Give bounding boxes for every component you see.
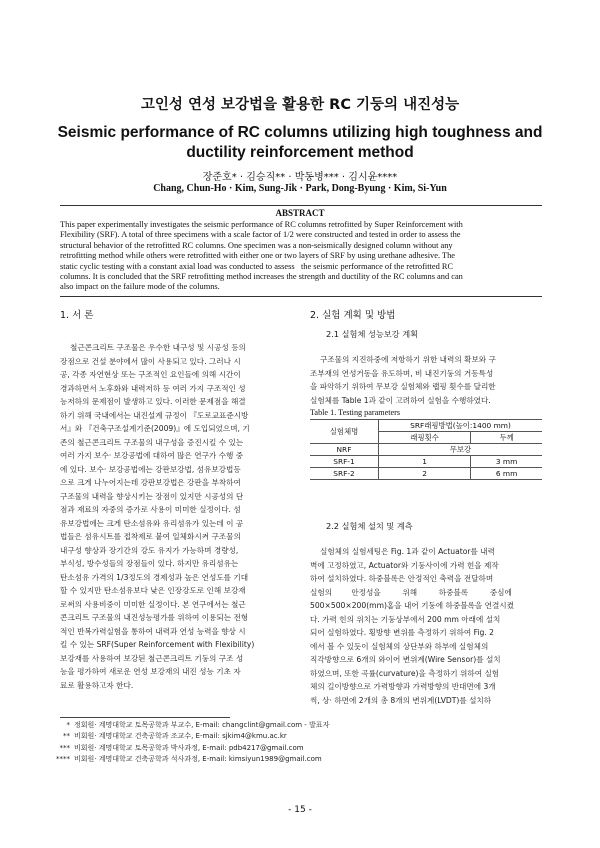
text-line: 하기 위해 국내에서는 내진설계 규정이 『도로교표준시방 [60, 410, 249, 420]
text-line: 능저하의 문제점이 발생하고 있다. 이러한 문제점을 해결 [60, 397, 246, 406]
abstract-text [60, 220, 542, 293]
table-header-row [310, 420, 542, 432]
text-line: 실험체의 실험세팅은 Fig. 1과 같이 Actuator를 내력 [320, 547, 495, 556]
text-line: 하였으며, 또한 곡률(curvature)을 측정하기 위하여 실험 [310, 668, 500, 678]
text-line: columns. It is concluded that the SRF retrofitting method increases the strength and ductility of the RC columns and can [60, 272, 463, 282]
text-line: 구조물의 내력을 향상시키는 장점이 있지만 시공성의 단 [60, 491, 244, 501]
text-line: 실험체를 Table 1과 같이 고려하여 실험을 수행하였다. [310, 395, 491, 405]
table-1-caption: Table 1. Testing parameters [310, 408, 401, 417]
footnote-item [52, 720, 532, 731]
footnotes [52, 720, 532, 765]
header-count: 래핑횟수 [379, 432, 471, 444]
text-line: 부식성, 방수성들의 장점들이 있다. 하지만 유리섬유는 [60, 559, 239, 568]
footnote-mark: *** [59, 743, 70, 752]
subsection-2-2-body [310, 545, 542, 707]
authors-korean: 장준호* · 김승직** · 박동병*** · 김시윤**** [202, 172, 398, 183]
text-line: 되어 실험하였다. 횡방향 변위를 측정하기 위하여 Fig. 2 [310, 628, 495, 637]
text-line: 에서 볼 수 있듯이 실험체의 상단부와 하부에 실험체의 [310, 641, 489, 651]
footnote-item [52, 743, 532, 754]
header-thickness: 두께 [471, 432, 542, 444]
footnote-text: 정회원· 계명대학교 토목공학과 부교수, E-mail: changclint@gmail.com - 발표자 [74, 721, 330, 729]
text-line: static cyclic testing with a constant axial load was conducted to assess the seismic performance of the retrofitted RC [60, 261, 454, 271]
cell-specimen: SRF-2 [310, 468, 379, 480]
cell-specimen: SRF-1 [310, 456, 379, 468]
text-line: structural behavior of the retrofitted RC columns. One specimen was a non-seismically designed column without any [60, 240, 453, 250]
text-line: 능을 평가하여 새로운 연성 보강재의 내진 성능 기초 자 [60, 667, 241, 676]
cell-merged: 무보강 [379, 444, 543, 456]
footnote-item [52, 754, 532, 765]
text-line: 경과하면서 노후화와 내력저하 등 여러 가지 구조적인 성 [60, 383, 246, 393]
text-line: also impact on the failure mode of the columns. [60, 282, 220, 292]
table-row [310, 468, 542, 480]
text-line: 조부재의 연성거동을 유도하며, 비 내진기둥의 거동특성 [310, 368, 494, 378]
text-line: 유보강법에는 크게 탄소섬유와 유리섬유가 있는데 이 공 [60, 518, 244, 528]
footnote-mark: * [66, 721, 70, 729]
text-line: 할 수 있지만 탄소섬유보다 낮은 인장강도로 인해 보강재 [60, 586, 246, 595]
cell-thickness: 6 mm [471, 468, 542, 480]
text-line: 철근콘크리트 구조물은 우수한 내구성 및 시공성 등의 [70, 343, 246, 352]
footnote-item [52, 731, 532, 742]
footnote-mark: ** [63, 732, 70, 741]
text-line: 하여 설치하였다. 하중블록은 안정적인 축력을 전달하며 [310, 574, 494, 583]
text-line: 으로 크게 나누어지는데 강판보강법은 강판을 부착하여 [60, 478, 241, 487]
text-line: 공, 각종 자연현상 또는 구조적인 요인들에 의해 시간이 [60, 370, 241, 379]
section-1-body [60, 341, 292, 692]
text-line: 내구성 향상과 장기간의 강도 유지가 가능하며 경량성, [60, 545, 239, 555]
subsection-2-1-heading: 2.1 실험체 성능보강 계획 [326, 329, 419, 339]
section-2-heading: 2. 실험 계획 및 방법 [310, 310, 396, 321]
paper-title-english-line-1: Seismic performance of RC columns utilizing high toughness and [57, 124, 543, 141]
subsection-2-2-heading: 2.2 실험체 설치 및 계측 [326, 521, 413, 531]
text-line: 탄소섬유 가격의 1/3정도의 경제성과 높은 연성도를 기대 [60, 572, 249, 582]
paper-title-korean: 고인성 연성 보강법을 활용한 RC 기둥의 내진성능 [140, 97, 460, 113]
text-line: 킬 수 있는 SRF(Super Reinforcement with Flexibility) [60, 640, 255, 649]
footnote-rule [60, 717, 230, 718]
text-line: 콘크리트 구조물의 내진성능평가를 위하여 이용되는 전형 [60, 613, 249, 622]
header-method: SRF래핑방법(높이:1400 mm) [379, 420, 543, 432]
text-line: 씩, 상· 하면에 2개의 총 8개의 변위계(LVDT)를 설치하 [310, 695, 492, 705]
subsection-2-1-body [310, 353, 542, 407]
text-line: 적인 반복가력실험을 통하여 내력과 연성 능력을 향상 시 [60, 626, 246, 636]
paper-title-english [40, 123, 560, 163]
text-line: 서』와 『건축구조설계기준(2009)』에 도입되었으며, 기 [60, 424, 250, 433]
abstract-top-rule [60, 205, 542, 206]
text-line: 을 파악하기 위하여 무보강 실험체와 랩핑 횟수를 달리한 [310, 382, 496, 391]
text-line: 로써의 사용비중이 미미한 실정이다. 본 연구에서는 철근 [60, 599, 246, 609]
abstract-bottom-rule [60, 296, 542, 297]
text-line: 법들은 섬유시트를 접착제로 붙여 일체화시켜 구조물의 [60, 532, 241, 541]
section-1-heading: 1. 서 론 [60, 310, 94, 321]
text-line: 직각방향으로 6개의 와이어 변위계(Wire Sensor)를 설치 [310, 655, 501, 664]
text-line: 여러 가지 보수· 보강공법에 대하여 많은 연구가 수행 중 [60, 451, 244, 460]
text-line: 료로 활용하고자 한다. [60, 680, 134, 690]
text-line: retrofitting method while others were retrofitted with either one or two layers of SRF by using urethane adhesive. The [60, 251, 455, 261]
cell-specimen: NRF [310, 444, 379, 456]
table-row [310, 456, 542, 468]
text-line: 체의 길이방향으로 가력방향과 가력방향의 반대면에 3개 [310, 682, 496, 691]
footnote-text: 비회원· 계명대학교 토목공학과 박사과정, E-mail: pdb4217@gmail.com [74, 743, 304, 752]
text-line: 존의 철근콘크리트 구조물의 내구성을 증진시킬 수 있는 [60, 437, 244, 447]
text-line: 다. 가력 힌의 위치는 기둥상부에서 200 mm 아래에 설치 [310, 614, 501, 624]
header-specimen: 실험체명 [310, 420, 379, 444]
abstract-heading: ABSTRACT [275, 208, 325, 218]
text-line: 500×500×200(mm)홈을 내어 기둥에 하중블록을 연결시켰 [310, 601, 514, 610]
text-line: 벽에 고정하였고, Actuator와 기둥사이에 가력 힌을 제작 [310, 560, 499, 570]
paper-title-english-line-2: ductility reinforcement method [186, 144, 414, 161]
text-line: Flexibility (SRF). A total of three specimens with a scale factor of 1/2 were constructed and tested in order to assess the [60, 230, 461, 240]
text-line: 점과 재료의 자중의 증가로 사용이 미미한 실정이다. 섬 [60, 505, 241, 514]
text-line: 에 있다. 보수· 보강공법에는 강판보강법, 섬유보강법등 [60, 464, 241, 474]
footnote-mark: **** [56, 754, 70, 763]
table-row [310, 444, 542, 456]
text-line: 보강재를 사용하여 보강된 철근콘크리트 기둥의 구조 성 [60, 653, 244, 663]
text-line: This paper experimentally investigates the seismic performance of RC columns retrofitted by Super Reinforcement with [60, 220, 463, 229]
testing-parameters-table [310, 419, 542, 480]
footnote-text: 비회원· 계명대학교 건축공학과 조교수, E-mail: sjkim4@kmu.ac.kr [74, 732, 287, 741]
text-line: 구조물의 지진하중에 저항하기 위한 내력의 확보와 구 [320, 355, 496, 364]
cell-count: 2 [379, 468, 471, 480]
cell-thickness: 3 mm [471, 456, 542, 468]
text-line: 장점으로 건설 분야에서 많이 사용되고 있다. 그러나 시 [60, 356, 241, 366]
authors-english: Chang, Chun-Ho · Kim, Sung-Jik · Park, Dong-Byung · Kim, Si-Yun [153, 183, 447, 194]
footnote-text: 비회원· 계명대학교 건축공학과 석사과정, E-mail: kimsiyun1989@gmail.com [74, 754, 322, 763]
cell-count: 1 [379, 456, 471, 468]
page-number: - 15 - [288, 805, 312, 815]
text-line: 실험의 안정성을 위해 하중블록 중심에 [310, 587, 512, 597]
